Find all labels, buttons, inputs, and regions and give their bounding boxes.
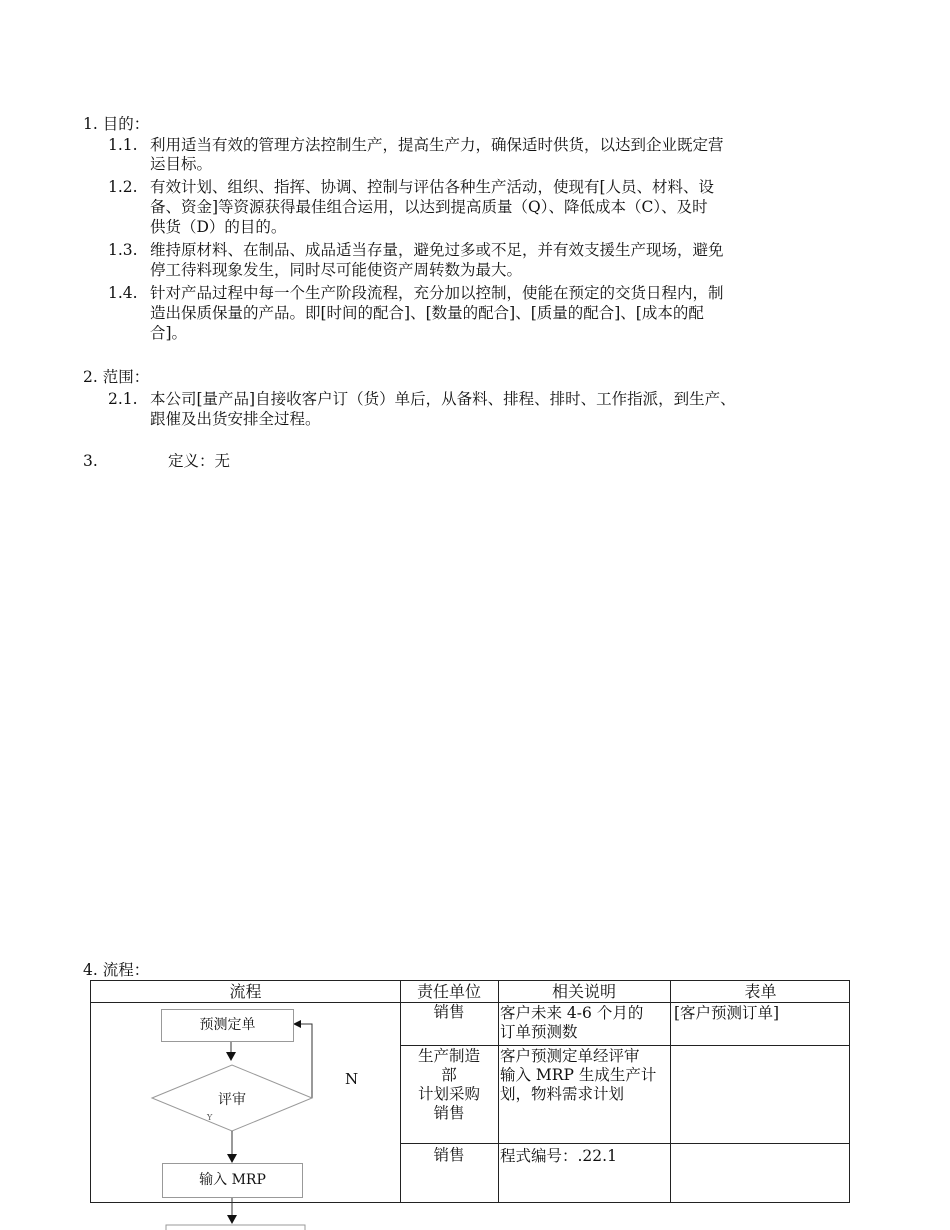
box1-to-review-arrowhead [226, 1052, 236, 1061]
item-1-3-line-1: 维持原材料、在制品、成品适当存量，避免过多或不足，并有效支援生产现场，避免 [150, 241, 724, 259]
item-1-2-line-3: 供货（D）的目的。 [150, 218, 287, 236]
row2-desc-line-2: 输入 MRP 生成生产计 [500, 1066, 657, 1084]
item-2-1-line-1: 本公司[量产品]自接收客户订（货）单后，从备料、排程、排时、工作指派，到生产、 [150, 390, 736, 408]
item-1-4-line-2: 造出保质保量的产品。即[时间的配合]、[数量的配合]、[质量的配合]、[成本的配 [150, 304, 704, 322]
section-2-heading: 2. 范围： [83, 368, 150, 386]
next-step-box-edge [166, 1225, 305, 1230]
input-mrp-label: 输入 MRP [199, 1172, 266, 1188]
forecast-order-label: 预测定单 [199, 1017, 256, 1033]
row2-unit-line-4: 销售 [433, 1104, 465, 1122]
review-no-label: N [345, 1070, 359, 1088]
header-responsible-unit: 责任单位 [416, 982, 481, 1001]
row1-desc-line-2: 订单预测数 [500, 1023, 578, 1041]
section-3-number: 3. [83, 452, 98, 470]
row2-unit-line-3: 计划采购 [417, 1085, 480, 1103]
section-1-heading: 1. 目的： [83, 115, 150, 133]
review-yes-mark: Y [207, 1113, 213, 1122]
item-1-3-line-2: 停工待料现象发生，同时尽可能使资产周转数为最大。 [150, 261, 523, 279]
row3-unit-line: 销售 [433, 1146, 465, 1164]
forecast-order-box [161, 1009, 294, 1042]
item-2-1-number: 2.1. [108, 390, 138, 408]
review-no-loop-line [300, 1024, 312, 1098]
row2-desc-line-3: 划，物料需求计划 [500, 1085, 625, 1103]
header-flow: 流程 [229, 982, 262, 1001]
item-1-1-number: 1.1. [108, 136, 138, 154]
section-4-heading: 4. 流程： [83, 961, 150, 979]
row1-desc-line-1: 客户未来 4-6 个月的 [500, 1004, 644, 1022]
item-1-2-number: 1.2. [108, 178, 138, 196]
item-1-1-line-2: 运目标。 [150, 155, 213, 173]
row2-unit-line-1: 生产制造 [417, 1047, 480, 1065]
review-to-mrp-arrowhead [227, 1154, 237, 1163]
item-1-1-line-1: 利用适当有效的管理方法控制生产，提高生产力，确保适时供货，以达到企业既定营 [150, 136, 724, 154]
row1-unit-line: 销售 [433, 1003, 465, 1021]
row2-desc-line-1: 客户预测定单经评审 [500, 1047, 640, 1065]
header-form: 表单 [744, 982, 777, 1001]
item-1-4-line-3: 合]。 [150, 324, 188, 342]
mrp-to-next-arrowhead [227, 1215, 237, 1224]
input-mrp-box [162, 1163, 303, 1198]
item-1-4-number: 1.4. [108, 284, 138, 302]
header-description: 相关说明 [551, 982, 616, 1001]
section-3-text: 定义：无 [168, 452, 231, 470]
row1-form: [客户预测订单] [674, 1004, 780, 1022]
row3-desc-line: 程式编号：.22.1 [500, 1147, 617, 1165]
item-1-2-line-2: 备、资金]等资源获得最佳组合运用，以达到提高质量（Q）、降低成本（C）、及时 [150, 198, 708, 216]
row2-unit-line-2: 部 [441, 1066, 457, 1084]
review-label: 评审 [218, 1092, 246, 1108]
item-1-4-line-1: 针对产品过程中每一个生产阶段流程，充分加以控制，使能在预定的交货日程内，制 [150, 284, 724, 302]
item-1-3-number: 1.3. [108, 241, 138, 259]
item-2-1-line-2: 跟催及出货安排全过程。 [150, 410, 321, 428]
review-no-loop-arrowhead [293, 1020, 301, 1028]
item-1-2-line-1: 有效计划、组织、指挥、协调、控制与评估各种生产活动，使现有[人员、材料、设 [150, 178, 715, 196]
